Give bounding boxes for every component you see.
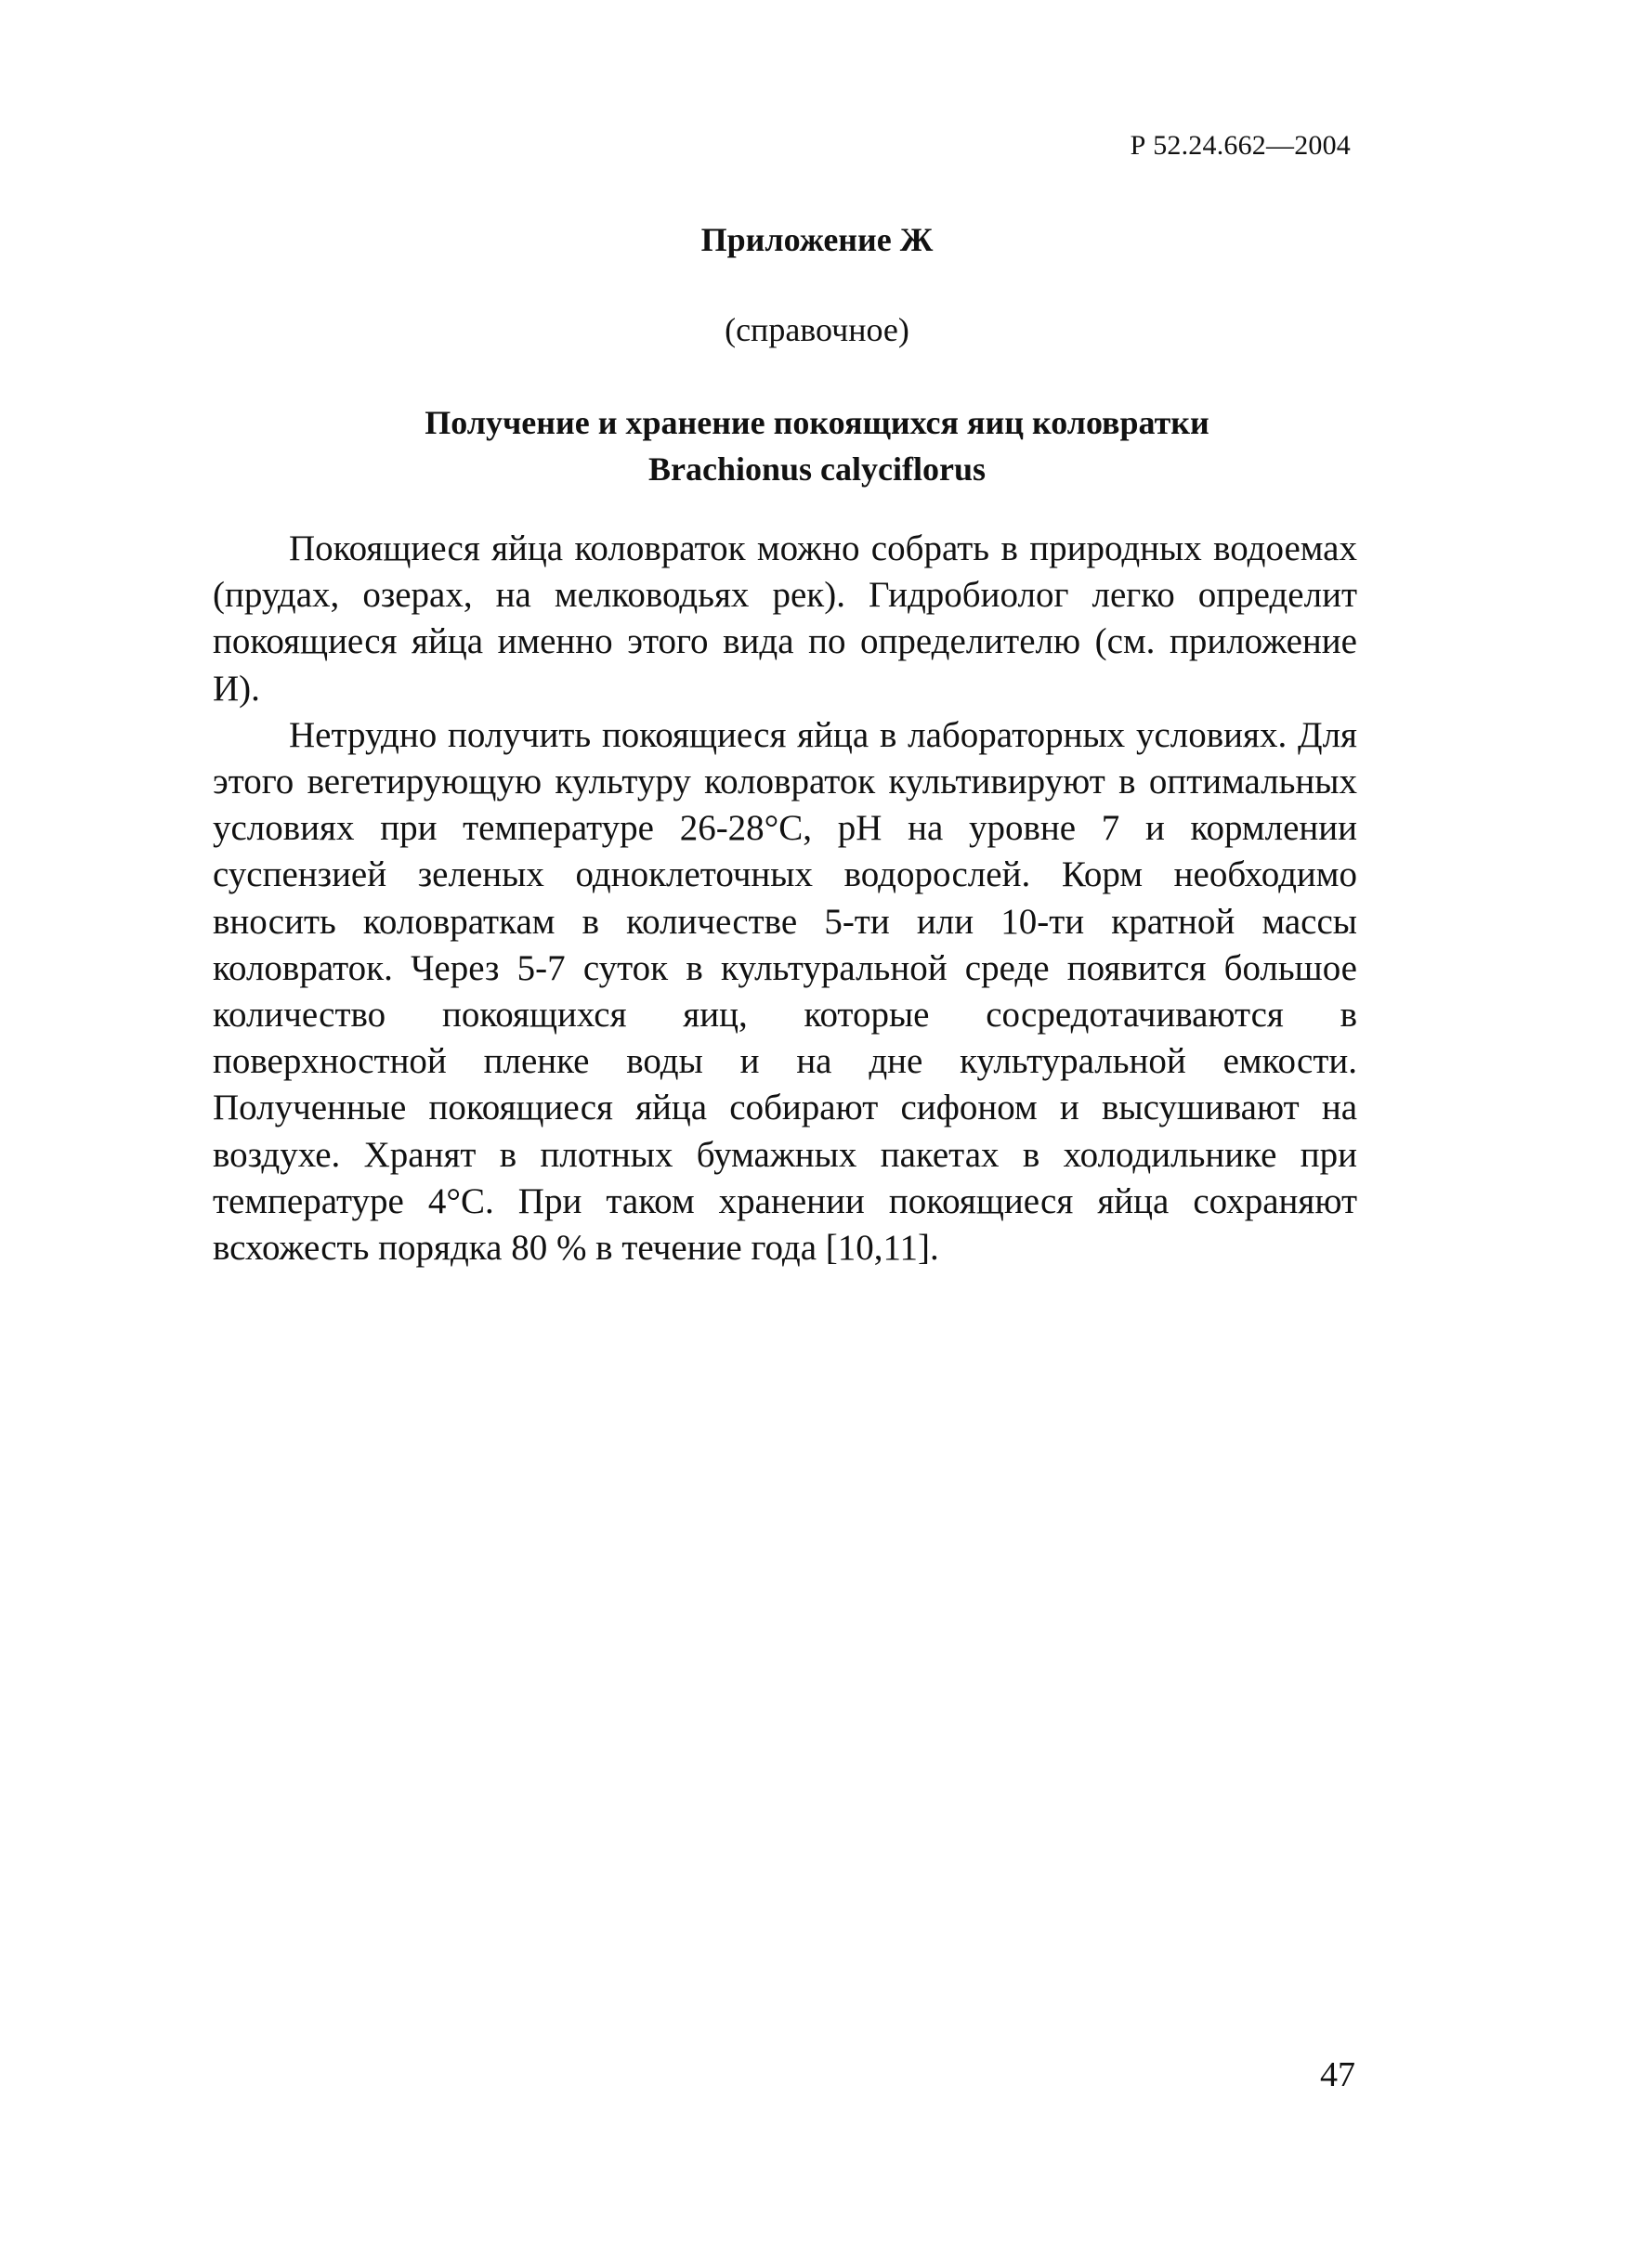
section-heading bbox=[0, 399, 1634, 492]
paragraph-2: Нетрудно получить покоящиеся яйца в лабораторных условиях. Для этого вегетирующую культуру коловраток культивируют в оптимальных условиях при температуре 26-28°С, pH на уровне 7 и кормлении суспензией зеленых одноклеточных водорослей. Корм необходимо вносить коловраткам в количестве 5-ти или 10-ти кратной массы коловраток. Через 5-7 суток в культуральной среде появится большое количество покоящихся яиц, которые сосредотачиваются в поверхностной пленке воды и на дне культуральной емкости. Полученные покоящиеся яйца собирают сифоном и высушивают на воздухе. Хранят в плотных бумажных пакетах в холодильнике при температуре 4°С. При таком хранении покоящиеся яйца сохраняют всхожесть порядка 80 % в течение года [10,11]. bbox=[213, 714, 1357, 1269]
appendix-title: Приложение Ж bbox=[700, 221, 934, 258]
body-text bbox=[213, 526, 1357, 1271]
section-heading-line-1: Получение и хранение покоящихся яиц коловратки bbox=[425, 404, 1209, 441]
section-heading-line-2: Brachionus calyciflorus bbox=[647, 450, 986, 488]
appendix-type: (справочное) bbox=[725, 311, 909, 348]
document-code: Р 52.24.662—2004 bbox=[1130, 130, 1351, 161]
paragraph-1: Покоящиеся яйца коловраток можно собрать в природных водоемах (прудах, озерах, на мелководьях рек). Гидробиолог легко определит покоящиеся яйца именно этого вида по определителю (см. приложение И). bbox=[213, 528, 1357, 709]
page-number: 47 bbox=[1320, 2055, 1355, 2094]
